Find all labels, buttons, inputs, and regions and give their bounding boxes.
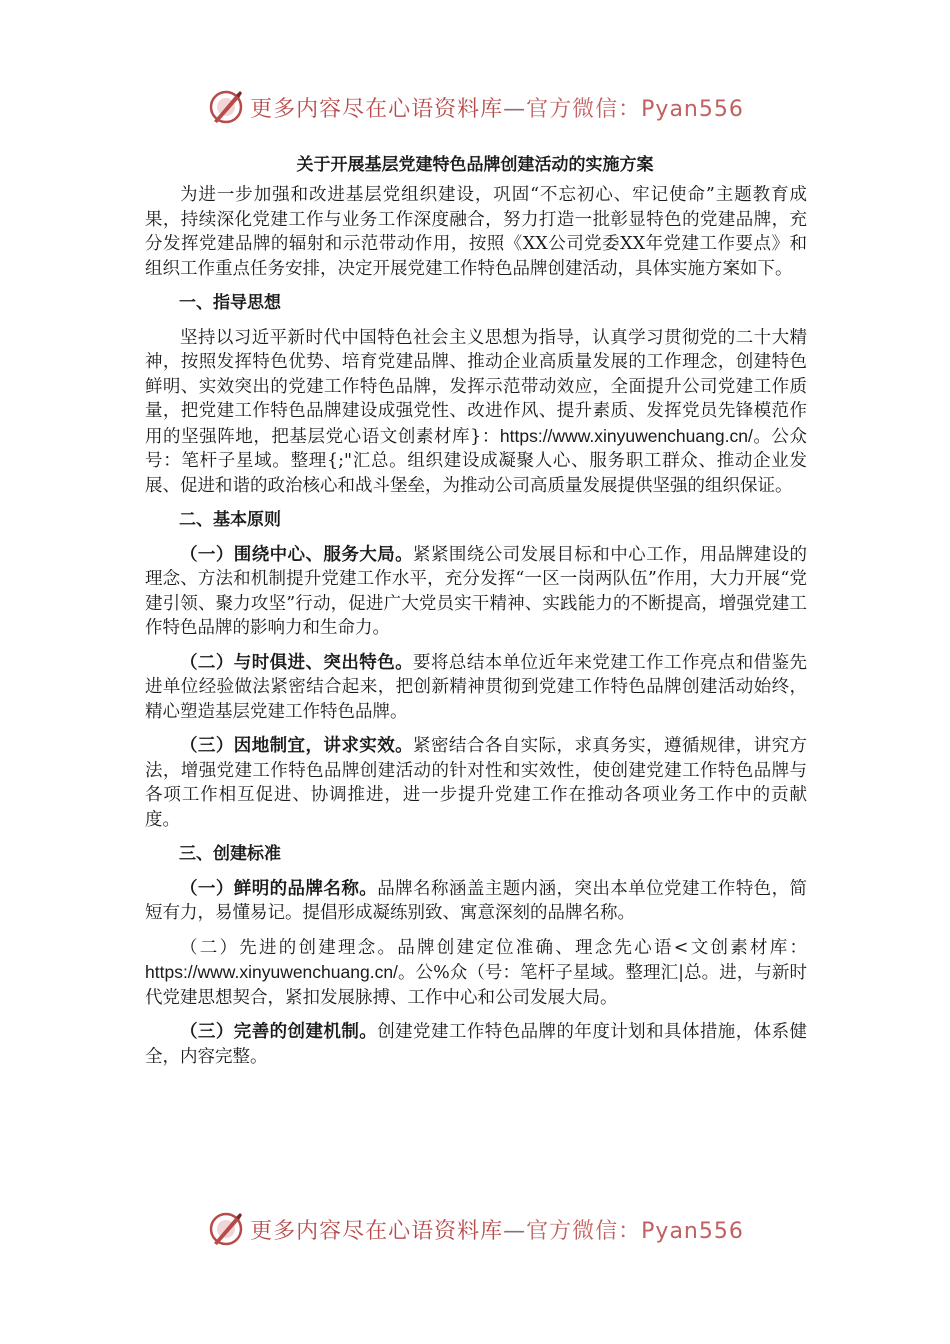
intro-paragraph: 为进一步加强和改进基层党组织建设，巩固“不忘初心、牢记使命”主题教育成果，持续深化党建工作与业务工作深度融合，努力打造一批彰显特色的党建品牌，充分发挥党建品牌的辐射和示范带动作用，按照《XX公司党委XX年党建工作要点》和组织工作重点任务安排，决定开展党建工作特色品牌创建活动，具体实施方案如下。 bbox=[145, 185, 807, 279]
principle-paragraph-3: （三）因地制宜，讲求实效。紧密结合各自实际，求真务实，遵循规律，讲究方法，增强党建工作特色品牌创建活动的针对性和实效性，使创建党建工作特色品牌与各项工作相互促进、协调推进，进一步提升党建工作在推动各项业务工作中的贡献度。 bbox=[145, 736, 808, 830]
document-body bbox=[145, 183, 807, 1079]
principle-paragraph-2: （二）与时俱进、突出特色。要将总结本单位近年来党建工作工作亮点和借鉴先进单位经验做法紧密结合起来，把创新精神贯彻到党建工作特色品牌创建活动始终，精心塑造基层党建工作特色品牌。 bbox=[145, 652, 808, 722]
banner-text: 更多内容尽在心语资料库—官方微信：Pyan556 bbox=[250, 96, 744, 122]
pen-logo-icon bbox=[206, 1209, 246, 1249]
section-heading-standards: 三、创建标准 bbox=[179, 844, 281, 864]
banner-text: 更多内容尽在心语资料库—官方微信：Pyan556 bbox=[250, 1218, 744, 1244]
inline-url: https://www.xinyuwenchuang.cn/ bbox=[145, 962, 398, 982]
footer-watermark-banner bbox=[0, 1207, 950, 1251]
section-heading-guiding-ideology: 一、指导思想 bbox=[179, 293, 281, 313]
guiding-ideology-paragraph: 坚持以习近平新时代中国特色社会主义思想为指导，认真学习贯彻党的二十大精神，按照发挥特色优势、培育党建品牌、推动企业高质量发展的工作理念，创建特色鲜明、实效突出的党建工作特色品牌，发挥示范带动效应，全面提升公司党建工作质量，把党建工作特色品牌建设成强党性、改进作风、提升素质、发挥党员先锋模范作用的坚强阵地，把基层党心语文创素材库}：https://www.xinyuwenchuang.cn/。公众号：笔杆子星域。整理{;"汇总。组织建设成凝聚人心、服务职工群众、推动企业发展、促进和谐的政治核心和战斗堡垒，为推动公司高质量发展提供坚强的组织保证。 bbox=[145, 327, 807, 496]
standard-paragraph-2: （二）先进的创建理念。品牌创建定位准确、理念先心语<文创素材库：https://www.xinyuwenchuang.cn/。公%众（号：笔杆子星域。整理汇|总。进，与新时代党建思想契合，紧扣发展脉搏、工作中心和公司发展大局。 bbox=[145, 937, 807, 1008]
section-heading-basic-principles: 二、基本原则 bbox=[179, 510, 281, 530]
header-watermark-banner bbox=[0, 85, 950, 129]
pen-logo-icon bbox=[206, 87, 246, 127]
principle-paragraph-1: （一）围绕中心、服务大局。紧紧围绕公司发展目标和中心工作，用品牌建设的理念、方法和机制提升党建工作水平，充分发挥“一区一岗两队伍”作用，大力开展“党建引领、聚力攻坚”行动，促进广大党员实干精神、实践能力的不断提高，增强党建工作特色品牌的影响力和生命力。 bbox=[145, 544, 808, 638]
standard-paragraph-1: （一）鲜明的品牌名称。品牌名称涵盖主题内涵，突出本单位党建工作特色，简短有力，易懂易记。提倡形成凝练别致、寓意深刻的品牌名称。 bbox=[145, 878, 808, 923]
standard-paragraph-3: （三）完善的创建机制。创建党建工作特色品牌的年度计划和具体措施，体系健全，内容完整。 bbox=[145, 1022, 808, 1067]
inline-url: https://www.xinyuwenchuang.cn/ bbox=[499, 425, 753, 446]
document-title: 关于开展基层党建特色品牌创建活动的实施方案 bbox=[296, 155, 654, 175]
